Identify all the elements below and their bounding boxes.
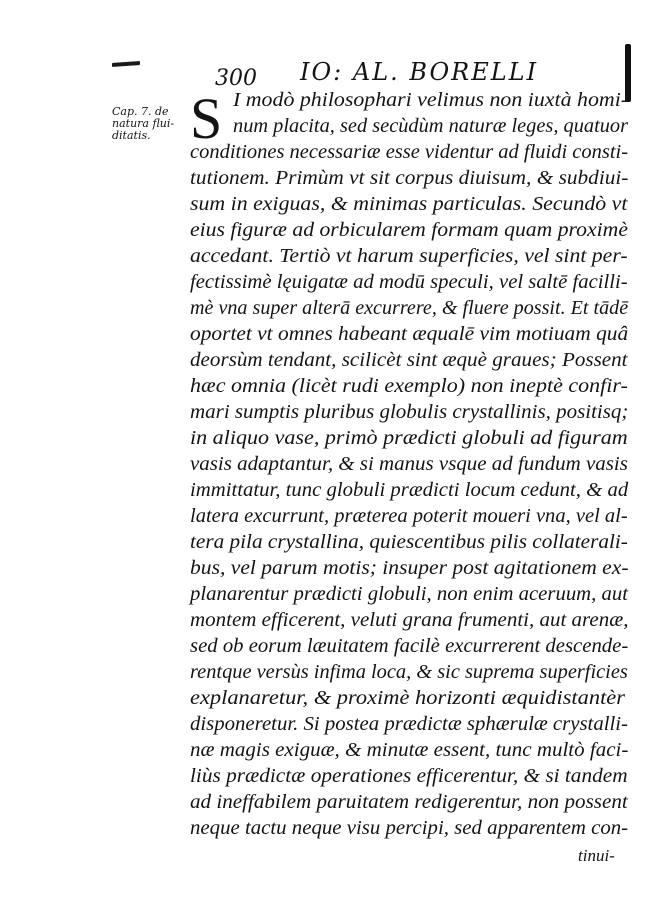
- text-line: I modò philosophari velimus non iuxtà homi-: [233, 90, 629, 111]
- text-line: montem efficerent, veluti grana frumenti, aut arenæ,: [190, 610, 629, 631]
- text-line: in aliquo vase, primò prædicti globuli ad figuram: [190, 428, 628, 449]
- page-number: 300: [215, 66, 257, 91]
- text-line: immittatur, tunc globuli prædicti locum cedunt, & ad: [190, 480, 629, 501]
- text-line: hæc omnia (licèt rudi exemplo) non ineptè confir-: [190, 376, 628, 397]
- text-line: bus, vel parum motis; insuper post agitationem ex-: [190, 558, 629, 579]
- marginal-note-line: Cap. 7. de: [112, 105, 169, 118]
- text-line: næ magis exiguæ, & minutæ essent, tunc multò faci-: [190, 740, 629, 761]
- marginal-note-line: natura flui-: [112, 117, 175, 130]
- text-line: neque tactu neque visu percipi, sed apparentem con-: [190, 818, 629, 839]
- text-line: tera pila crystallina, quiescentibus pilis collaterali-: [190, 532, 628, 553]
- text-line: oportet vt omnes habeant æqualē vim motiuam quâ: [190, 324, 629, 345]
- text-line: num placita, sed secùdùm naturæ leges, quatuor: [233, 116, 629, 137]
- text-line: ad ineffabilem paruitatem redigerentur, non possent: [190, 792, 628, 813]
- text-line: deorsùm tendant, scilicèt sint æquè graues; Possent: [190, 350, 628, 371]
- text-line: sed ob eorum læuitatem facilè excurrerent descende-: [190, 636, 629, 657]
- text-line: conditiones necessariæ esse videntur ad fluidi consti-: [190, 142, 629, 163]
- text-line: fectissimè lęuigatæ ad modū speculi, vel saltē facilli-: [190, 272, 628, 293]
- text-line: eius figuræ ad orbicularem formam quam proximè: [190, 220, 628, 241]
- text-line: disponeretur. Si postea prædictæ sphærulæ crystalli-: [190, 714, 628, 735]
- text-line: mari sumptis pluribus globulis crystallinis, positisq;: [190, 402, 629, 423]
- drop-cap: S: [190, 86, 223, 151]
- text-line: tutionem. Primùm vt sit corpus diuisum, & subdiui-: [190, 168, 629, 189]
- running-head: IO: AL. BORELLI: [300, 58, 539, 86]
- text-line: sum in exiguas, & minimas particulas. Secundò vt: [190, 194, 628, 215]
- text-line: explanaretur, & proximè horizonti æquidistantèr: [190, 688, 626, 709]
- catchword: tinui-: [578, 846, 615, 865]
- text-line: latera excurrunt, præterea poterit moueri vna, vel al-: [190, 506, 628, 527]
- text-line: liùs prædictæ operationes efficerentur, & si tandem: [190, 766, 628, 787]
- text-line: accedant. Tertiò vt harum superficies, vel sint per-: [190, 246, 628, 267]
- text-line: planarentur prædicti globuli, non enim aceruum, aut: [190, 584, 629, 605]
- text-line: mè vna super alterā excurrere, & fluere possit. Et tādē: [190, 298, 629, 319]
- text-line: rentque versùs infima loca, & sic suprema superficies: [190, 662, 628, 683]
- marginal-note-line: ditatis.: [112, 129, 151, 142]
- text-line: vasis adaptantur, & si manus vsque ad fundum vasis: [190, 454, 628, 475]
